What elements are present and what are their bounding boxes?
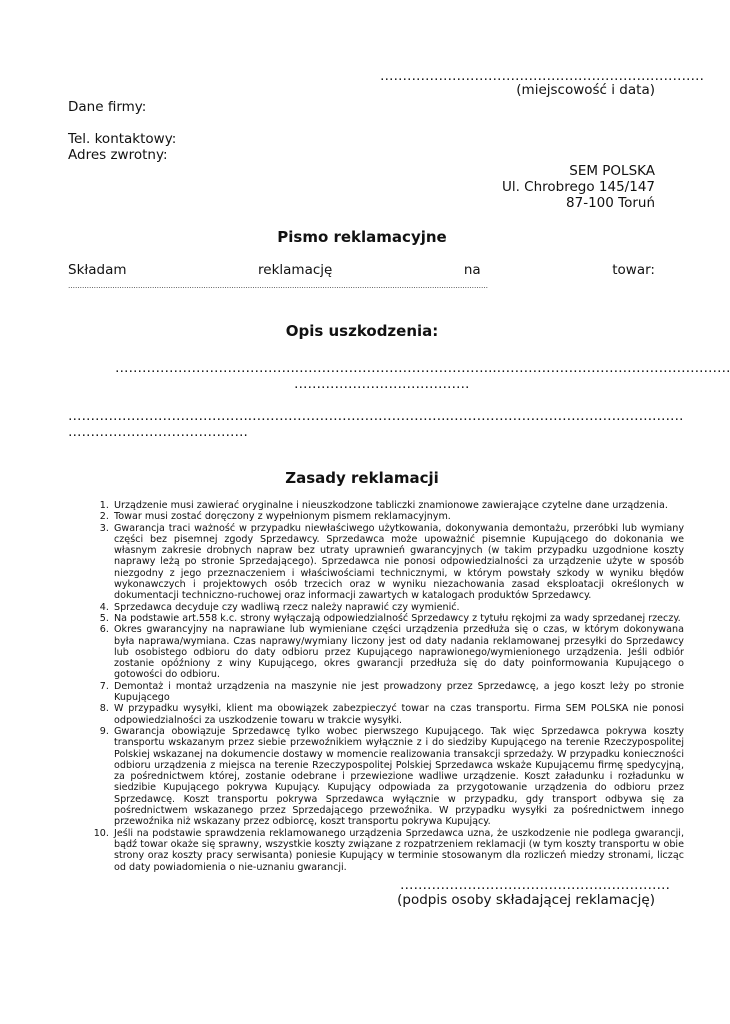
damage-dots-line1: …………………………………..……………………………………..……………………………………….……: [115, 360, 730, 376]
place-date-dots: ………………………………………………………………: [380, 68, 704, 84]
damage-dots-line3: …………………………………..……………………………………..……………………………………….……: [68, 408, 684, 424]
signature-dots: ……………………………………………………: [400, 877, 670, 893]
phone-label: Tel. kontaktowy:: [68, 131, 177, 147]
complaint-line: [68, 262, 655, 279]
return-address-label: Adres zwrotny:: [68, 147, 168, 163]
rule-item: 8. W przypadku wysyłki, klient ma obowiązek zabezpieczyć towar na czas transportu. Firma SEM POLSKA nie ponosi odpowiedzialności za uszkodzenie towaru w trakcie wysyłki.: [112, 703, 684, 726]
recipient-name: SEM POLSKA: [569, 163, 655, 179]
signature-label: (podpis osoby składającej reklamację): [397, 892, 655, 908]
complaint-word: reklamację: [258, 262, 333, 278]
rule-item: 9. Gwarancja obowiązuje Sprzedawcę tylko wobec pierwszego Kupującego. Tak więc Sprzedawca pokrywa koszty transportu wskazanym przez siebie przewoźnikiem wyłącznie z i do siedziby Kupującego na terenie Rzeczypospolitej Polskiej wskazanej na dokumencie dostawy w momencie realizowania transakcji sprzedaży. W przypadku konieczności odbioru urządzenia z miejsca na terenie Rzeczypospolitej Polskiej Sprzedawca wskaże Kupującemu firmę spedycyjną, za pośrednictwem której, zostanie odebrane i przewiezione wadliwe urządzenie. Koszt załadunku i rozładunku w siedzibie Kupującego pokrywa Kupujący. Kupujący odpowiada za przygotowanie urządzenia do odbioru przez Sprzedawcę. Koszt transportu pokrywa Sprzedawca wyłącznie w przypadku, gdy transport odbywa się za pośrednictwem wskazanego przez Sprzedającego przewoźnika. W przypadku wysyłki za pośrednictwem innego przewoźnika niż wskazany przez odbiorcę, koszt transportu pokrywa Kupujący.: [112, 726, 684, 828]
place-date-label: (miejscowość i data): [516, 82, 655, 98]
rule-item: 4. Sprzedawca decyduje czy wadliwą rzecz należy naprawić czy wymienić.: [112, 602, 684, 613]
rule-item: 3. Gwarancja traci ważność w przypadku niewłaściwego użytkowania, dokonywania demontażu, przeróbki lub wymiany części bez pisemnej zgody Sprzedawcy. Sprzedawca może upoważnić pisemnie Kupującego do dokonania we własnym zakresie drobnych napraw bez utraty uprawnień gwarancyjnych (w takim przypadku uzgodnione koszty naprawy leżą po stronie Sprzedającego). Sprzedawca nie ponosi odpowiedzialności za urządzenie użyte w sposób niezgodny z jego przeznaczeniem i właściwościami technicznymi, w którym powstały szkody w wyniku błędów wykonawczych i projektowych osób trzecich oraz w wyniku niezachowania zasad eksploatacji określonych w dokumentacji techniczno-ruchowej oraz informacji zawartych w katalogach produktów Sprzedawcy.: [112, 523, 684, 602]
complaint-word: Składam: [68, 262, 127, 278]
recipient-city: 87-100 Toruń: [566, 195, 655, 211]
rule-item: 1. Urządzenie musi zawierać oryginalne i nieuszkodzone tabliczki znamionowe zawierające czytelne dane urządzenia.: [112, 500, 684, 511]
damage-dots-line4: ………………………………….: [68, 424, 248, 440]
recipient-street: Ul. Chrobrego 145/147: [501, 179, 655, 195]
rules-heading: Zasady reklamacji: [285, 469, 439, 487]
rules-list: [84, 500, 684, 873]
complaint-word: towar:: [612, 262, 655, 278]
complaint-dots: ………………………………………………………………………………………………………………………………………………………………: [68, 282, 488, 290]
complaint-word: na: [463, 262, 481, 278]
rule-item: 6. Okres gwarancyjny na naprawiane lub wymieniane części urządzenia przedłuża się o czas, w którym dokonywana była naprawa/wymiana. Czas naprawy/wymiany liczony jest od daty nadania reklamowanej przesyłki do Sprzedawcy lub osobistego odbioru do daty odbioru przez Kupującego naprawionego/wymienionego urządzenia. Jeśli odbiór zostanie opóźniony z winy Kupującego, okres gwarancji przedłuża się do daty poinformowania Kupującego o gotowości do odbioru.: [112, 624, 684, 680]
rule-item: 10. Jeśli na podstawie sprawdzenia reklamowanego urządzenia Sprzedawca uzna, że uszkodzenie nie podlega gwarancji, bądź towar okaże się sprawny, wszystkie koszty związane z rozpatrzeniem reklamacji (w tym koszty transportu w obie strony oraz koszty pracy serwisanta) poniesie Kupujący w terminie stosowanym dla rozliczeń miedzy stronami, licząc od daty powiadomienia o nie-uznaniu gwarancji.: [112, 828, 684, 873]
company-data-label: Dane firmy:: [68, 99, 147, 115]
rule-item: 7. Demontaż i montaż urządzenia na maszynie nie jest prowadzony przez Sprzedawcę, a jego koszt leży po stronie Kupującego: [112, 681, 684, 704]
rule-item: 2. Towar musi zostać doręczony z wypełnionym pismem reklamacyjnym.: [112, 511, 684, 522]
damage-heading: Opis uszkodzenia:: [285, 322, 439, 340]
damage-dots-line2: …………………………………: [294, 376, 470, 392]
page-title: Pismo reklamacyjne: [277, 228, 447, 246]
rule-item: 5. Na podstawie art.558 k.c. strony wyłączają odpowiedzialność Sprzedawcy z tytułu rękojmi za wady sprzedanej rzeczy.: [112, 613, 684, 624]
